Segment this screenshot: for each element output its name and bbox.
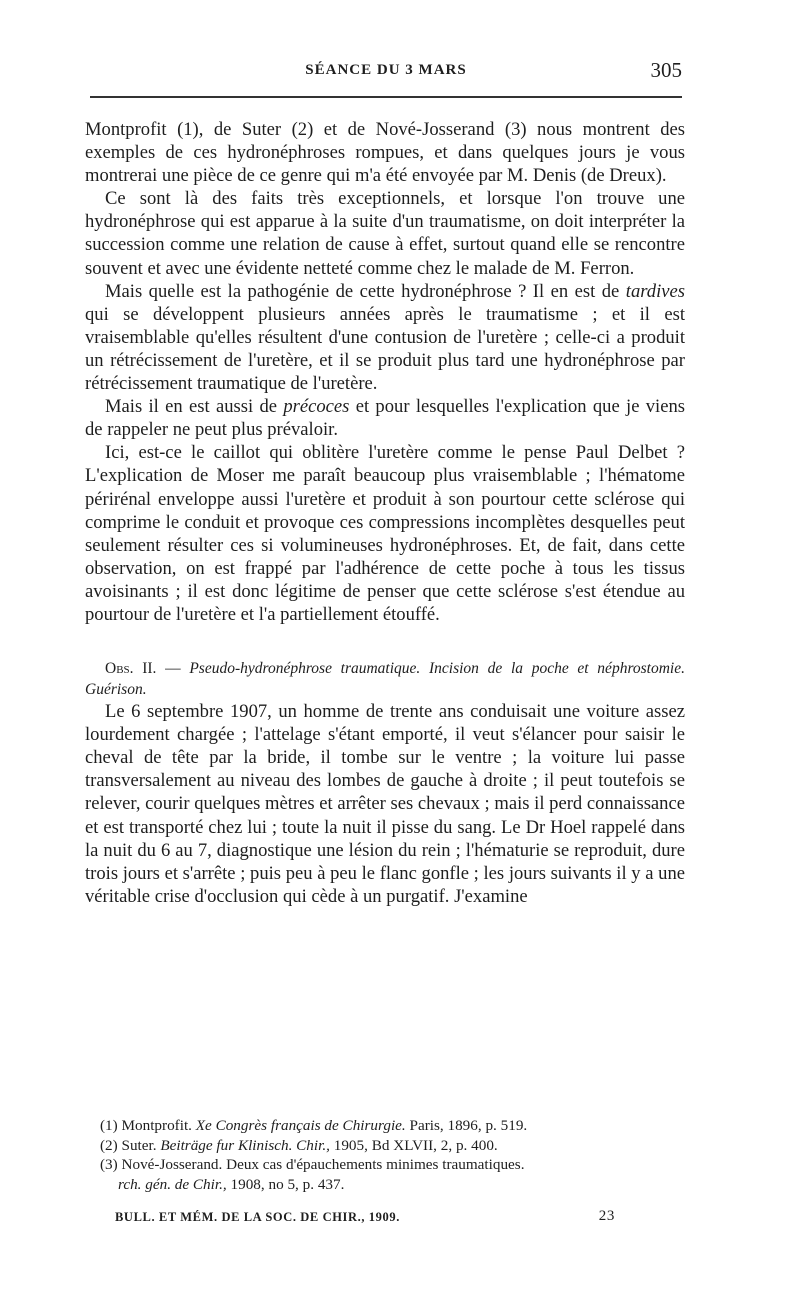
paragraph-3: Mais quelle est la pathogénie de cette hydronéphrose ? Il en est de tardives qui se développent plusieurs années après le traumatisme ; et il est vraisemblable qu'elles résultent d'une contusion de l'uretère ; celle-ci a produit un rétrécissement de l'uretère, et il se produit plus tard une hydronéphrose par rétrécissement traumatique de l'uretère.	[85, 280, 685, 395]
emphasis-tardives: tardives	[625, 280, 685, 302]
observation-title: Pseudo-hydronéphrose traumatique. Incision de la poche et néphrostomie. Guérison.	[85, 660, 685, 699]
footnote-3: (3) Nové-Josserand. Deux cas d'épauchements minimes traumatiques.	[100, 1156, 525, 1173]
paragraph-2: Ce sont là des faits très exceptionnels, et lorsque l'on trouve une hydronéphrose qui est apparue à la suite d'un traumatisme, on doit interpréter la succession comme une relation de cause à effet, surtout quand elle se rencontre souvent et avec une évidente netteté comme chez le malade de M. Ferron.	[85, 188, 685, 279]
emphasis-precoces: précoces	[283, 396, 350, 418]
observation-label: Obs. II. —	[105, 660, 181, 678]
footnote-1: (1) Montprofit. Xe Congrès français de Chirurgie. Paris, 1896, p. 519.	[100, 1117, 528, 1134]
header-rule	[90, 96, 682, 98]
journal-citation: BULL. ET MÉM. DE LA SOC. DE CHIR., 1909.	[115, 1210, 400, 1224]
observation-heading	[85, 658, 685, 700]
signature-number: 23	[598, 1208, 615, 1224]
paragraph-5: Ici, est-ce le caillot qui oblitère l'uretère comme le pense Paul Delbet ? L'explication de Moser me paraît beaucoup plus vraisemblable ; l'hématome périrénal enveloppe aussi l'uretère et produit à son pourtour cette sclérose qui comprime le conduit et provoque ces compressions incomplètes desquelles peut seulement résulter ces si volumineuses hydronéphroses. Et, de fait, dans cette observation, on est frappé par l'adhérence de cette poche à tous les tissus avoisinants ; il est donc légitime de penser que cette sclérose s'est étendue au pourtour de l'uretère et l'a partiellement étouffé.	[85, 442, 685, 625]
page-footer	[115, 1210, 615, 1230]
body-text	[85, 118, 685, 908]
footnote-2: (2) Suter. Beiträge fur Klinisch. Chir., 1905, Bd XLVII, 2, p. 400.	[100, 1136, 498, 1154]
footnotes	[100, 1116, 680, 1194]
footnote-3-continued: rch. gén. de Chir., 1908, no 5, p. 437.	[118, 1175, 345, 1193]
page-header	[90, 58, 682, 86]
paragraph-4: Mais il en est aussi de précoces et pour lesquelles l'explication que je viens de rappeler ne peut plus prévaloir.	[85, 396, 686, 441]
running-title: SÉANCE DU 3 MARS	[305, 62, 467, 78]
paragraph-1: Montprofit (1), de Suter (2) et de Nové-Josserand (3) nous montrent des exemples de ces hydronéphroses rompues, et dans quelques jours je vous montrerai une pièce de ce genre qui m'a été envoyée par M. Denis (de Dreux).	[85, 119, 685, 187]
paragraph-6: Le 6 septembre 1907, un homme de trente ans conduisait une voiture assez lourdement chargée ; l'attelage s'étant emporté, il veut s'élancer pour saisir le cheval de tête par la bride, il tombe sur le ventre ; la voiture lui passe transversalement au niveau des lombes de gauche à droite ; il peut toutefois se relever, courir quelques mètres et arrêter ses chevaux ; mais il perd connaissance et est transporté chez lui ; toute la nuit il pisse du sang. Le Dr Hoel rappelé dans la nuit du 6 au 7, diagnostique une lésion du rein ; l'hématurie se reproduit, dure trois jours et s'arrête ; puis peu à peu le flanc gonfle ; les jours suivants il y a une véritable crise d'occlusion qui cède à un purgatif. J'examine	[85, 701, 685, 907]
page-number: 305	[650, 58, 682, 82]
